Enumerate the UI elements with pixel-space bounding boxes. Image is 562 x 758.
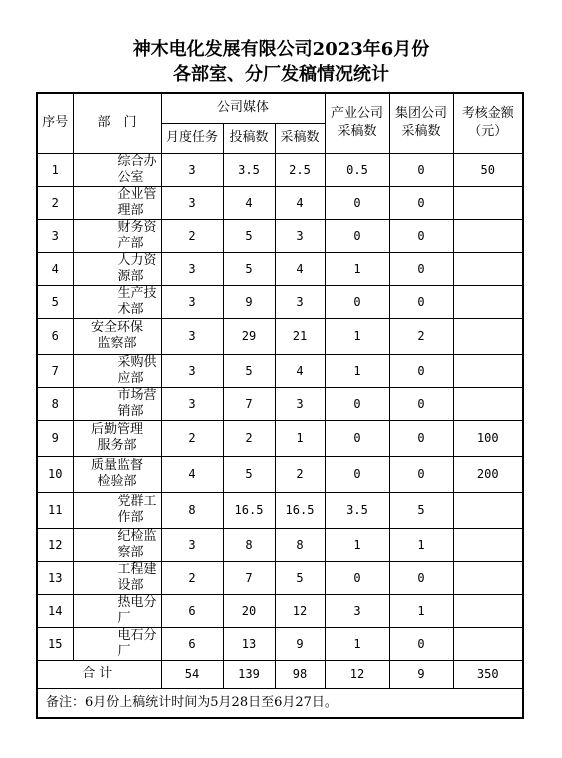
row-monthly-task: 4 xyxy=(161,456,223,492)
row-industry: 1 xyxy=(325,627,389,660)
row-dept: 企业管理部 xyxy=(73,186,161,219)
row-submitted: 4 xyxy=(223,186,275,219)
total-accepted: 98 xyxy=(275,660,325,688)
row-amount xyxy=(453,594,523,627)
row-seq: 2 xyxy=(37,186,73,219)
table-row xyxy=(37,528,523,561)
row-dept: 热电分厂 xyxy=(73,594,161,627)
table-body xyxy=(37,153,523,660)
row-monthly-task: 3 xyxy=(161,387,223,420)
row-seq: 15 xyxy=(37,627,73,660)
header-submitted: 投稿数 xyxy=(223,123,275,153)
row-group: 1 xyxy=(389,528,453,561)
row-accepted: 12 xyxy=(275,594,325,627)
header-media-group: 公司媒体 xyxy=(161,93,325,123)
row-submitted: 5 xyxy=(223,252,275,285)
header-monthly-task: 月度任务 xyxy=(161,123,223,153)
row-seq: 3 xyxy=(37,219,73,252)
row-accepted: 3 xyxy=(275,387,325,420)
table-row xyxy=(37,456,523,492)
row-amount xyxy=(453,387,523,420)
table-row xyxy=(37,594,523,627)
row-submitted: 5 xyxy=(223,219,275,252)
row-group: 2 xyxy=(389,318,453,354)
row-group: 0 xyxy=(389,627,453,660)
row-dept: 电石分厂 xyxy=(73,627,161,660)
row-accepted: 4 xyxy=(275,252,325,285)
row-submitted: 7 xyxy=(223,387,275,420)
total-industry: 12 xyxy=(325,660,389,688)
row-seq: 5 xyxy=(37,285,73,318)
table-row xyxy=(37,627,523,660)
row-seq: 14 xyxy=(37,594,73,627)
row-industry: 0 xyxy=(325,219,389,252)
row-monthly-task: 2 xyxy=(161,219,223,252)
row-seq: 6 xyxy=(37,318,73,354)
row-group: 0 xyxy=(389,561,453,594)
row-seq: 13 xyxy=(37,561,73,594)
note-text: 备注：6月份上稿统计时间为5月28日至6月27日。 xyxy=(37,688,523,718)
row-amount xyxy=(453,318,523,354)
header-reward-text: 考核金额（元） xyxy=(461,106,514,140)
row-monthly-task: 3 xyxy=(161,354,223,387)
row-submitted: 2 xyxy=(223,420,275,456)
row-amount: 200 xyxy=(453,456,523,492)
header-seq: 序号 xyxy=(37,93,73,153)
row-dept: 市场营销部 xyxy=(73,387,161,420)
header-industry-accepted-text: 产业公司采稿数 xyxy=(331,106,384,140)
header-group-accepted-text: 集团公司采稿数 xyxy=(395,106,448,140)
row-industry: 0 xyxy=(325,387,389,420)
row-group: 5 xyxy=(389,492,453,528)
row-monthly-task: 3 xyxy=(161,186,223,219)
row-accepted: 1 xyxy=(275,420,325,456)
table-row xyxy=(37,420,523,456)
row-amount xyxy=(453,528,523,561)
title-line-1: 神木电化发展有限公司2023年6月份 xyxy=(132,39,430,60)
row-accepted: 21 xyxy=(275,318,325,354)
row-amount xyxy=(453,627,523,660)
total-submitted: 139 xyxy=(223,660,275,688)
row-amount xyxy=(453,252,523,285)
row-group: 0 xyxy=(389,153,453,186)
row-dept: 财务资产部 xyxy=(73,219,161,252)
row-group: 0 xyxy=(389,354,453,387)
row-group: 0 xyxy=(389,387,453,420)
row-group: 0 xyxy=(389,252,453,285)
row-industry: 0 xyxy=(325,561,389,594)
total-amount: 350 xyxy=(453,660,523,688)
row-industry: 1 xyxy=(325,318,389,354)
row-industry: 0.5 xyxy=(325,153,389,186)
row-dept: 生产技术部 xyxy=(73,285,161,318)
row-monthly-task: 3 xyxy=(161,528,223,561)
table-row xyxy=(37,153,523,186)
row-accepted: 9 xyxy=(275,627,325,660)
row-group: 0 xyxy=(389,186,453,219)
row-amount xyxy=(453,354,523,387)
row-monthly-task: 3 xyxy=(161,318,223,354)
row-accepted: 3 xyxy=(275,219,325,252)
row-submitted: 9 xyxy=(223,285,275,318)
table-row xyxy=(37,492,523,528)
row-accepted: 2 xyxy=(275,456,325,492)
row-industry: 0 xyxy=(325,186,389,219)
total-label: 合计 xyxy=(37,660,161,688)
table-row xyxy=(37,252,523,285)
row-monthly-task: 6 xyxy=(161,627,223,660)
header-dept: 部 门 xyxy=(73,93,161,153)
row-submitted: 3.5 xyxy=(223,153,275,186)
row-accepted: 3 xyxy=(275,285,325,318)
row-submitted: 7 xyxy=(223,561,275,594)
row-dept: 工程建设部 xyxy=(73,561,161,594)
row-monthly-task: 3 xyxy=(161,252,223,285)
row-industry: 0 xyxy=(325,420,389,456)
row-monthly-task: 8 xyxy=(161,492,223,528)
row-accepted: 8 xyxy=(275,528,325,561)
row-seq: 10 xyxy=(37,456,73,492)
row-dept: 纪检监察部 xyxy=(73,528,161,561)
row-accepted: 16.5 xyxy=(275,492,325,528)
row-group: 0 xyxy=(389,219,453,252)
row-group: 0 xyxy=(389,420,453,456)
stats-table xyxy=(36,92,524,719)
row-seq: 8 xyxy=(37,387,73,420)
table-row xyxy=(37,219,523,252)
row-submitted: 16.5 xyxy=(223,492,275,528)
row-submitted: 5 xyxy=(223,456,275,492)
row-amount: 100 xyxy=(453,420,523,456)
header-industry-accepted xyxy=(325,93,389,153)
total-row xyxy=(37,660,523,688)
row-industry: 1 xyxy=(325,252,389,285)
row-amount xyxy=(453,492,523,528)
table-row xyxy=(37,285,523,318)
row-dept: 人力资源部 xyxy=(73,252,161,285)
row-seq: 1 xyxy=(37,153,73,186)
table-row xyxy=(37,186,523,219)
row-seq: 4 xyxy=(37,252,73,285)
row-industry: 3 xyxy=(325,594,389,627)
total-group: 9 xyxy=(389,660,453,688)
row-seq: 7 xyxy=(37,354,73,387)
total-task: 54 xyxy=(161,660,223,688)
row-dept: 综合办公室 xyxy=(73,153,161,186)
row-industry: 1 xyxy=(325,528,389,561)
row-monthly-task: 3 xyxy=(161,285,223,318)
header-reward xyxy=(453,93,523,153)
row-seq: 12 xyxy=(37,528,73,561)
row-dept: 采购供应部 xyxy=(73,354,161,387)
row-industry: 0 xyxy=(325,285,389,318)
row-monthly-task: 6 xyxy=(161,594,223,627)
row-dept: 党群工作部 xyxy=(73,492,161,528)
row-accepted: 4 xyxy=(275,354,325,387)
row-dept: 质量监督检验部 xyxy=(73,456,161,492)
row-monthly-task: 2 xyxy=(161,420,223,456)
row-dept: 后勤管理服务部 xyxy=(73,420,161,456)
row-industry: 0 xyxy=(325,456,389,492)
row-group: 1 xyxy=(389,594,453,627)
header-accepted: 采稿数 xyxy=(275,123,325,153)
table-row xyxy=(37,318,523,354)
row-amount: 50 xyxy=(453,153,523,186)
table-row xyxy=(37,354,523,387)
row-amount xyxy=(453,219,523,252)
table-row xyxy=(37,561,523,594)
row-industry: 3.5 xyxy=(325,492,389,528)
row-accepted: 2.5 xyxy=(275,153,325,186)
table-row xyxy=(37,387,523,420)
row-submitted: 20 xyxy=(223,594,275,627)
title-line-2: 各部室、分厂发稿情况统计 xyxy=(173,64,389,85)
row-submitted: 5 xyxy=(223,354,275,387)
row-monthly-task: 3 xyxy=(161,153,223,186)
row-group: 0 xyxy=(389,456,453,492)
row-dept: 安全环保监察部 xyxy=(73,318,161,354)
row-seq: 11 xyxy=(37,492,73,528)
row-submitted: 13 xyxy=(223,627,275,660)
row-monthly-task: 2 xyxy=(161,561,223,594)
row-amount xyxy=(453,285,523,318)
row-industry: 1 xyxy=(325,354,389,387)
row-submitted: 8 xyxy=(223,528,275,561)
row-accepted: 5 xyxy=(275,561,325,594)
header-group-accepted xyxy=(389,93,453,153)
row-seq: 9 xyxy=(37,420,73,456)
row-accepted: 4 xyxy=(275,186,325,219)
row-group: 0 xyxy=(389,285,453,318)
row-submitted: 29 xyxy=(223,318,275,354)
row-amount xyxy=(453,561,523,594)
row-amount xyxy=(453,186,523,219)
note-row xyxy=(37,688,523,718)
